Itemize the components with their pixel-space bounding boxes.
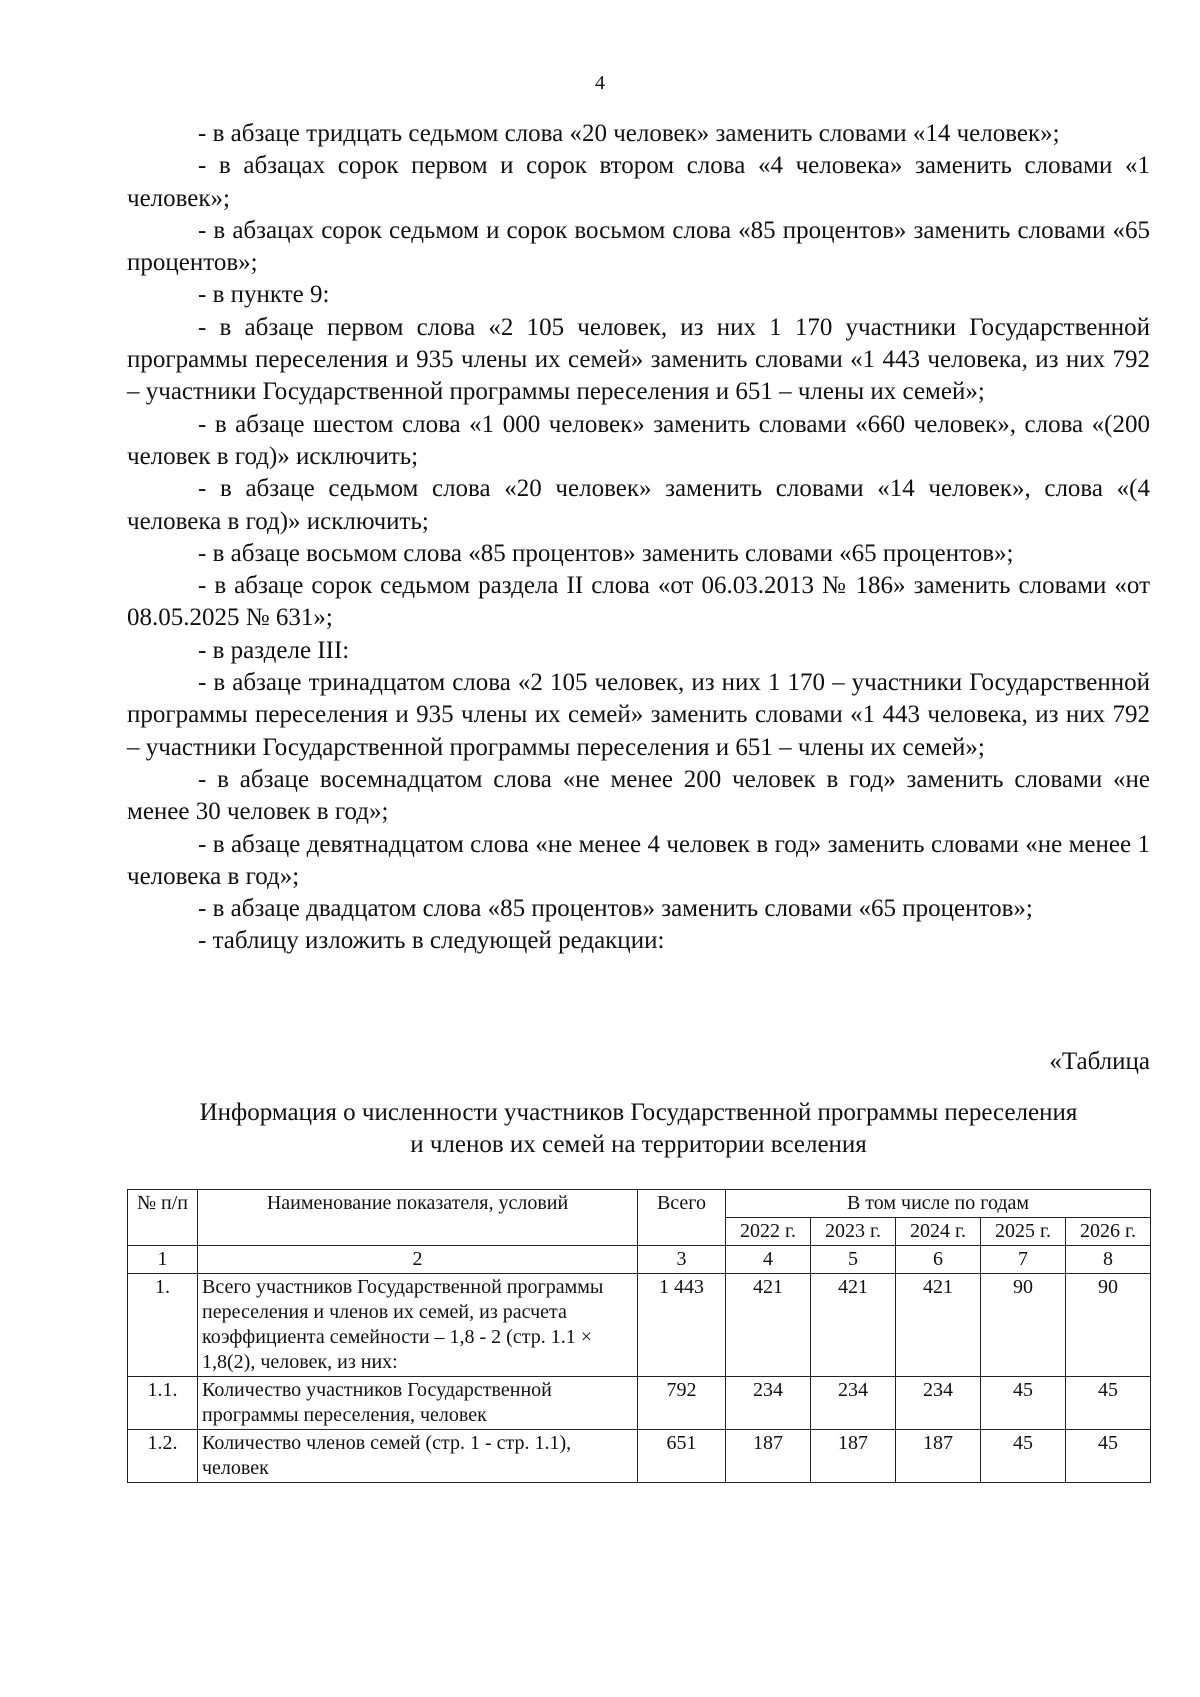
paragraph: - в пункте 9: [198,281,330,309]
column-number: 3 [638,1246,726,1274]
table-row [128,1430,1151,1483]
row-value: 421 [811,1274,896,1377]
row-name: Всего участников Государственной программы переселения и членов их семей, из расчета коэффициента семейности – 1,8 - 2 (стр. 1.1 × 1,8(2), человек, из них: [198,1274,638,1377]
paragraph: - в абзаце тридцать седьмом слова «20 человек» заменить словами «14 человек»; [198,120,1060,147]
row-num: 1.1. [128,1377,198,1430]
paragraph: - в абзаце двадцатом слова «85 процентов» заменить словами «65 процентов»; [198,895,1033,923]
row-value: 187 [811,1430,896,1483]
paragraph: - в абзацах сорок первом и сорок втором слова «4 человека» заменить словами «1 человек»; [127,152,1150,212]
row-name: Количество участников Государственной программы переселения, человек [198,1377,638,1430]
column-number: 4 [726,1246,811,1274]
row-num: 1. [128,1274,198,1377]
column-number: 1 [128,1246,198,1274]
paragraph: - в разделе III: [198,636,350,664]
row-value: 45 [1066,1430,1151,1483]
header-year: 2022 г. [726,1218,811,1246]
row-name: Количество членов семей (стр. 1 - стр. 1.1), человек [198,1430,638,1483]
table-row [128,1377,1151,1430]
row-value: 187 [896,1430,981,1483]
table-header-row [128,1190,1151,1218]
row-value: 90 [981,1274,1066,1377]
row-value: 421 [896,1274,981,1377]
header-name: Наименование показателя, условий [198,1190,638,1246]
data-table [127,1189,1151,1483]
column-number: 5 [811,1246,896,1274]
table-row [128,1274,1151,1377]
row-total: 651 [638,1430,726,1483]
column-number: 7 [981,1246,1066,1274]
header-year: 2023 г. [811,1218,896,1246]
row-total: 1 443 [638,1274,726,1377]
header-total: Всего [638,1190,726,1246]
row-value: 45 [981,1430,1066,1483]
paragraph: - в абзаце первом слова «2 105 человек, из них 1 170 участники Государственной программы переселения и 935 члены их семей» заменить словами «1 443 человека, из них 792 – участники Государственной программы переселения и 651 – члены их семей»; [127,313,1150,406]
paragraph: - в абзаце сорок седьмом раздела II слова «от 06.03.2013 № 186» заменить словами «от 08.05.2025 № 631»; [127,572,1150,632]
column-number: 6 [896,1246,981,1274]
paragraph: - таблицу изложить в следующей редакции: [198,927,665,955]
header-by-years: В том числе по годам [726,1190,1151,1218]
body-text [127,118,1150,958]
paragraph: - в абзаце тринадцатом слова «2 105 человек, из них 1 170 – участники Государственной программы переселения и 935 члены их семей» заменить словами «1 443 человека, из них 792 – участники Государственной программы переселения и 651 – члены их семей»; [127,669,1150,761]
column-number: 2 [198,1246,638,1274]
paragraph: - в абзаце девятнадцатом слова «не менее 4 человек в год» заменить словами «не менее 1 человека в год»; [127,830,1150,890]
row-total: 792 [638,1377,726,1430]
row-value: 187 [726,1430,811,1483]
table-caption: «Таблица [1049,1048,1150,1075]
row-value: 45 [1066,1377,1151,1430]
page-number: 4 [595,72,605,94]
row-value: 421 [726,1274,811,1377]
table-title-line: Информация о численности участников Государственной программы переселения [199,1099,1078,1126]
paragraph: - в абзаце седьмом слова «20 человек» заменить словами «14 человек», слова «(4 человека в год)» исключить; [127,475,1150,535]
column-numbers-row [128,1246,1151,1274]
row-value: 234 [811,1377,896,1430]
table-title [127,1097,1150,1161]
table-title-line: и членов их семей на территории вселения [410,1131,867,1158]
header-year: 2026 г. [1066,1218,1151,1246]
paragraph: - в абзаце шестом слова «1 000 человек» заменить словами «660 человек», слова «(200 человек в год)» исключить; [127,410,1150,470]
paragraph: - в абзаце восемнадцатом слова «не менее 200 человек в год» заменить словами «не менее 30 человек в год»; [127,765,1150,826]
row-value: 234 [896,1377,981,1430]
header-num: № п/п [128,1190,198,1246]
header-year: 2025 г. [981,1218,1066,1246]
paragraph: - в абзацах сорок седьмом и сорок восьмом слова «85 процентов» заменить словами «65 процентов»; [127,216,1150,277]
header-year: 2024 г. [896,1218,981,1246]
row-value: 45 [981,1377,1066,1430]
paragraph: - в абзаце восьмом слова «85 процентов» заменить словами «65 процентов»; [198,539,1014,567]
row-value: 234 [726,1377,811,1430]
column-number: 8 [1066,1246,1151,1274]
row-value: 90 [1066,1274,1151,1377]
row-num: 1.2. [128,1430,198,1483]
